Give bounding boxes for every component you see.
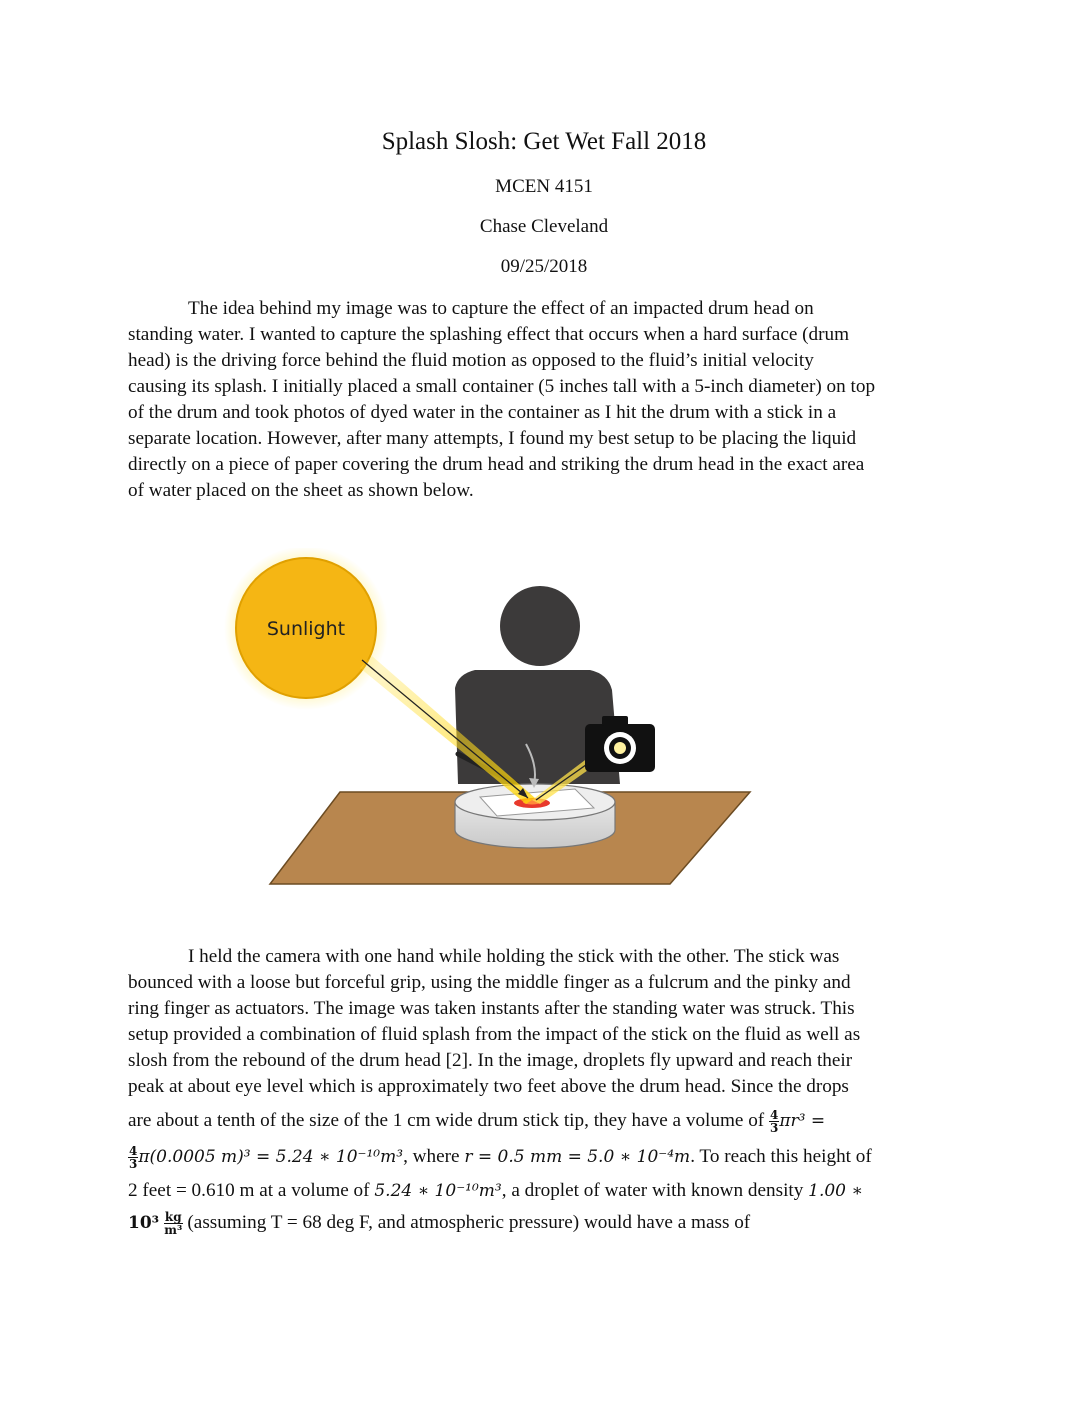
fraction-density-unit: $\frac{kg}{\text{m³}}$ [164, 1210, 183, 1238]
text-line: 10³ $\frac{kg}{\text{m³}}$ (assuming T = 68 deg F, and atmospheric pressure) would have a mass of [128, 1210, 751, 1238]
text-line: separate location. However, after many attempts, I found my best setup to be placing the liquid [128, 428, 857, 449]
text-line: peak at about eye level which is approximately two feet above the drum head. Since the drops [128, 1076, 849, 1097]
text-line: setup provided a combination of fluid splash from the impact of the stick on the fluid as well as [128, 1024, 861, 1045]
paragraph-intro [128, 296, 960, 504]
sun-label: Sunlight [266, 618, 346, 640]
text-line: of the drum and took photos of dyed water in the container as I hit the drum with a stick in a [128, 402, 837, 423]
document-date: 09/25/2018 [500, 256, 588, 277]
setup-diagram [200, 548, 800, 888]
text-line: head) is the driving force behind the fluid motion as opposed to the fluid’s initial velocity [128, 350, 814, 371]
fraction-four-thirds: $\frac{4}{3}$ [769, 1108, 779, 1136]
text-line: bounced with a loose but forceful grip, using the middle finger as a fulcrum and the pinky and [128, 972, 851, 993]
author-name: Chase Cleveland [479, 216, 609, 237]
text-line: of water placed on the sheet as shown below. [128, 480, 474, 501]
paragraph-method [128, 944, 960, 1236]
fraction-four-thirds: $\frac{4}{3}$ [129, 1144, 138, 1172]
text-line: $\frac{4}{3}$ π(0.0005 m)³ = 5.24 ∗ 10⁻¹⁰m³, where r = 0.5 mm = 5.0 ∗ 10⁻⁴m. To reach this height of [129, 1144, 872, 1172]
text-line: causing its splash. I initially placed a small container (5 inches tall with a 5-inch diameter) on top [128, 376, 876, 397]
text-line: directly on a piece of paper covering the drum head and striking the drum head in the exact area [128, 454, 865, 475]
text-line: standing water. I wanted to capture the splashing effect that occurs when a hard surface (drum [128, 324, 850, 345]
person-head [500, 586, 580, 666]
text-line: slosh from the rebound of the drum head [2]. In the image, droplets fly upward and reach their [128, 1050, 853, 1071]
document-title: Splash Slosh: Get Wet Fall 2018 [381, 128, 707, 155]
text-line: The idea behind my image was to capture the effect of an impacted drum head on [188, 298, 814, 319]
course-code: MCEN 4151 [495, 176, 593, 197]
camera-icon [585, 716, 655, 772]
text-line: ring finger as actuators. The image was taken instants after the standing water was struck. This [128, 998, 855, 1019]
text-line: 2 feet = 0.610 m at a volume of 5.24 ∗ 10⁻¹⁰m³, a droplet of water with known density 1.00 ∗ [128, 1180, 863, 1202]
drum [455, 784, 615, 848]
text-line: are about a tenth of the size of the 1 cm wide drum stick tip, they have a volume of $\frac{4}{3}$ πr³ = [128, 1108, 826, 1136]
text-line: I held the camera with one hand while holding the stick with the other. The stick was [188, 946, 840, 967]
